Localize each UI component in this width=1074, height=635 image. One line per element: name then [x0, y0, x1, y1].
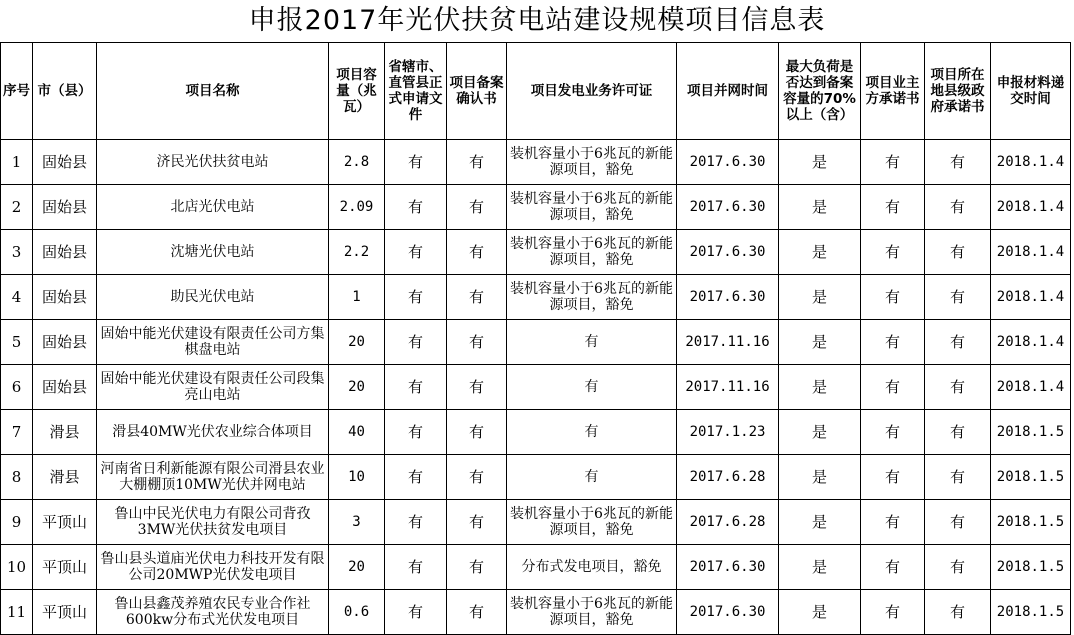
cell-filing-confirmation: 有 [447, 410, 507, 455]
cell-gov-commitment: 有 [925, 365, 991, 410]
cell-owner-commitment: 有 [861, 230, 925, 275]
cell-project-name: 助民光伏电站 [97, 275, 329, 320]
cell-submit-time: 2018.1.4 [991, 185, 1071, 230]
cell-application-file: 有 [385, 230, 447, 275]
cell-owner-commitment: 有 [861, 275, 925, 320]
cell-filing-confirmation: 有 [447, 230, 507, 275]
cell-no: 5 [1, 320, 33, 365]
header-license: 项目发电业务许可证 [507, 43, 677, 140]
cell-load70: 是 [779, 275, 861, 320]
cell-license: 有 [507, 410, 677, 455]
cell-owner-commitment: 有 [861, 320, 925, 365]
cell-capacity: 10 [329, 455, 385, 500]
cell-project-name: 鲁山县鑫茂养殖农民专业合作社600kw分布式光伏发电项目 [97, 590, 329, 635]
cell-filing-confirmation: 有 [447, 455, 507, 500]
cell-application-file: 有 [385, 410, 447, 455]
cell-filing-confirmation: 有 [447, 365, 507, 410]
cell-capacity: 40 [329, 410, 385, 455]
table-row [1, 455, 1071, 500]
cell-grid-time: 2017.11.16 [677, 320, 779, 365]
cell-filing-confirmation: 有 [447, 545, 507, 590]
cell-license: 装机容量小于6兆瓦的新能源项目，豁免 [507, 590, 677, 635]
cell-project-name: 滑县40MW光伏农业综合体项目 [97, 410, 329, 455]
table-row [1, 230, 1071, 275]
cell-project-name: 河南省日利新能源有限公司滑县农业大棚棚顶10MW光伏并网电站 [97, 455, 329, 500]
header-no: 序号 [1, 43, 33, 140]
cell-project-name: 固始中能光伏建设有限责任公司方集棋盘电站 [97, 320, 329, 365]
header-filing-confirmation: 项目备案确认书 [447, 43, 507, 140]
cell-load70: 是 [779, 590, 861, 635]
cell-owner-commitment: 有 [861, 500, 925, 545]
cell-capacity: 2.09 [329, 185, 385, 230]
cell-no: 2 [1, 185, 33, 230]
cell-application-file: 有 [385, 365, 447, 410]
cell-no: 6 [1, 365, 33, 410]
cell-capacity: 2.2 [329, 230, 385, 275]
table-header [1, 43, 1071, 140]
header-load70: 最大负荷是否达到备案容量的70%以上（含） [779, 43, 861, 140]
cell-grid-time: 2017.6.28 [677, 455, 779, 500]
cell-project-name: 鲁山中民光伏电力有限公司背孜3MW光伏扶贫发电项目 [97, 500, 329, 545]
cell-gov-commitment: 有 [925, 140, 991, 185]
table-row [1, 275, 1071, 320]
cell-owner-commitment: 有 [861, 410, 925, 455]
cell-load70: 是 [779, 230, 861, 275]
cell-grid-time: 2017.11.16 [677, 365, 779, 410]
cell-submit-time: 2018.1.5 [991, 590, 1071, 635]
cell-county: 固始县 [33, 230, 97, 275]
cell-license: 有 [507, 365, 677, 410]
cell-submit-time: 2018.1.4 [991, 230, 1071, 275]
cell-capacity: 20 [329, 365, 385, 410]
cell-application-file: 有 [385, 320, 447, 365]
cell-license: 装机容量小于6兆瓦的新能源项目，豁免 [507, 230, 677, 275]
cell-grid-time: 2017.6.30 [677, 230, 779, 275]
cell-grid-time: 2017.6.30 [677, 590, 779, 635]
cell-owner-commitment: 有 [861, 365, 925, 410]
cell-county: 固始县 [33, 140, 97, 185]
cell-capacity: 3 [329, 500, 385, 545]
cell-grid-time: 2017.6.30 [677, 545, 779, 590]
cell-submit-time: 2018.1.4 [991, 275, 1071, 320]
cell-application-file: 有 [385, 275, 447, 320]
cell-application-file: 有 [385, 140, 447, 185]
cell-capacity: 1 [329, 275, 385, 320]
cell-license: 装机容量小于6兆瓦的新能源项目，豁免 [507, 140, 677, 185]
cell-load70: 是 [779, 185, 861, 230]
header-county: 市（县） [33, 43, 97, 140]
cell-capacity: 2.8 [329, 140, 385, 185]
cell-project-name: 沈塘光伏电站 [97, 230, 329, 275]
cell-owner-commitment: 有 [861, 545, 925, 590]
cell-application-file: 有 [385, 185, 447, 230]
cell-gov-commitment: 有 [925, 545, 991, 590]
cell-owner-commitment: 有 [861, 185, 925, 230]
cell-filing-confirmation: 有 [447, 590, 507, 635]
cell-gov-commitment: 有 [925, 320, 991, 365]
table-row [1, 410, 1071, 455]
cell-county: 固始县 [33, 320, 97, 365]
cell-capacity: 20 [329, 545, 385, 590]
cell-license: 装机容量小于6兆瓦的新能源项目，豁免 [507, 500, 677, 545]
table-row [1, 545, 1071, 590]
cell-no: 10 [1, 545, 33, 590]
cell-capacity: 20 [329, 320, 385, 365]
cell-load70: 是 [779, 500, 861, 545]
cell-project-name: 固始中能光伏建设有限责任公司段集亮山电站 [97, 365, 329, 410]
cell-project-name: 济民光伏扶贫电站 [97, 140, 329, 185]
table-row [1, 320, 1071, 365]
cell-load70: 是 [779, 365, 861, 410]
cell-grid-time: 2017.6.30 [677, 185, 779, 230]
cell-no: 8 [1, 455, 33, 500]
cell-license: 装机容量小于6兆瓦的新能源项目，豁免 [507, 275, 677, 320]
cell-load70: 是 [779, 320, 861, 365]
cell-project-name: 北店光伏电站 [97, 185, 329, 230]
cell-load70: 是 [779, 455, 861, 500]
table-body [1, 140, 1071, 635]
header-grid-time: 项目并网时间 [677, 43, 779, 140]
cell-gov-commitment: 有 [925, 185, 991, 230]
cell-gov-commitment: 有 [925, 500, 991, 545]
cell-owner-commitment: 有 [861, 590, 925, 635]
cell-grid-time: 2017.6.30 [677, 275, 779, 320]
cell-county: 平顶山 [33, 500, 97, 545]
cell-project-name: 鲁山县头道庙光伏电力科技开发有限公司20MWP光伏发电项目 [97, 545, 329, 590]
cell-application-file: 有 [385, 545, 447, 590]
cell-filing-confirmation: 有 [447, 275, 507, 320]
cell-county: 固始县 [33, 275, 97, 320]
table-row [1, 185, 1071, 230]
cell-owner-commitment: 有 [861, 455, 925, 500]
cell-no: 11 [1, 590, 33, 635]
cell-county: 固始县 [33, 185, 97, 230]
cell-application-file: 有 [385, 590, 447, 635]
cell-license: 有 [507, 320, 677, 365]
cell-application-file: 有 [385, 500, 447, 545]
cell-county: 滑县 [33, 410, 97, 455]
table-row [1, 365, 1071, 410]
cell-submit-time: 2018.1.5 [991, 455, 1071, 500]
table-row [1, 140, 1071, 185]
cell-submit-time: 2018.1.5 [991, 545, 1071, 590]
header-submit-time: 申报材料递交时间 [991, 43, 1071, 140]
cell-license: 分布式发电项目，豁免 [507, 545, 677, 590]
header-gov-commitment: 项目所在地县级政府承诺书 [925, 43, 991, 140]
cell-no: 1 [1, 140, 33, 185]
header-application-file: 省辖市、直管县正式申请文件 [385, 43, 447, 140]
cell-owner-commitment: 有 [861, 140, 925, 185]
cell-grid-time: 2017.6.28 [677, 500, 779, 545]
cell-submit-time: 2018.1.5 [991, 500, 1071, 545]
cell-submit-time: 2018.1.5 [991, 410, 1071, 455]
cell-filing-confirmation: 有 [447, 140, 507, 185]
cell-grid-time: 2017.6.30 [677, 140, 779, 185]
cell-submit-time: 2018.1.4 [991, 365, 1071, 410]
page-title: 申报2017年光伏扶贫电站建设规模项目信息表 [248, 5, 826, 36]
cell-filing-confirmation: 有 [447, 500, 507, 545]
cell-submit-time: 2018.1.4 [991, 320, 1071, 365]
cell-load70: 是 [779, 410, 861, 455]
cell-gov-commitment: 有 [925, 590, 991, 635]
cell-filing-confirmation: 有 [447, 320, 507, 365]
cell-capacity: 0.6 [329, 590, 385, 635]
cell-county: 平顶山 [33, 545, 97, 590]
header-owner-commitment: 项目业主方承诺书 [861, 43, 925, 140]
cell-filing-confirmation: 有 [447, 185, 507, 230]
header-capacity: 项目容量（兆瓦） [329, 43, 385, 140]
cell-gov-commitment: 有 [925, 275, 991, 320]
table-row [1, 500, 1071, 545]
cell-gov-commitment: 有 [925, 230, 991, 275]
cell-load70: 是 [779, 140, 861, 185]
cell-load70: 是 [779, 545, 861, 590]
cell-no: 3 [1, 230, 33, 275]
cell-county: 滑县 [33, 455, 97, 500]
cell-no: 4 [1, 275, 33, 320]
cell-application-file: 有 [385, 455, 447, 500]
cell-county: 平顶山 [33, 590, 97, 635]
cell-grid-time: 2017.1.23 [677, 410, 779, 455]
header-project-name: 项目名称 [97, 43, 329, 140]
table-row [1, 590, 1071, 635]
cell-no: 9 [1, 500, 33, 545]
project-table [0, 42, 1071, 635]
cell-license: 有 [507, 455, 677, 500]
cell-submit-time: 2018.1.4 [991, 140, 1071, 185]
cell-license: 装机容量小于6兆瓦的新能源项目，豁免 [507, 185, 677, 230]
cell-county: 固始县 [33, 365, 97, 410]
cell-gov-commitment: 有 [925, 455, 991, 500]
cell-gov-commitment: 有 [925, 410, 991, 455]
cell-no: 7 [1, 410, 33, 455]
